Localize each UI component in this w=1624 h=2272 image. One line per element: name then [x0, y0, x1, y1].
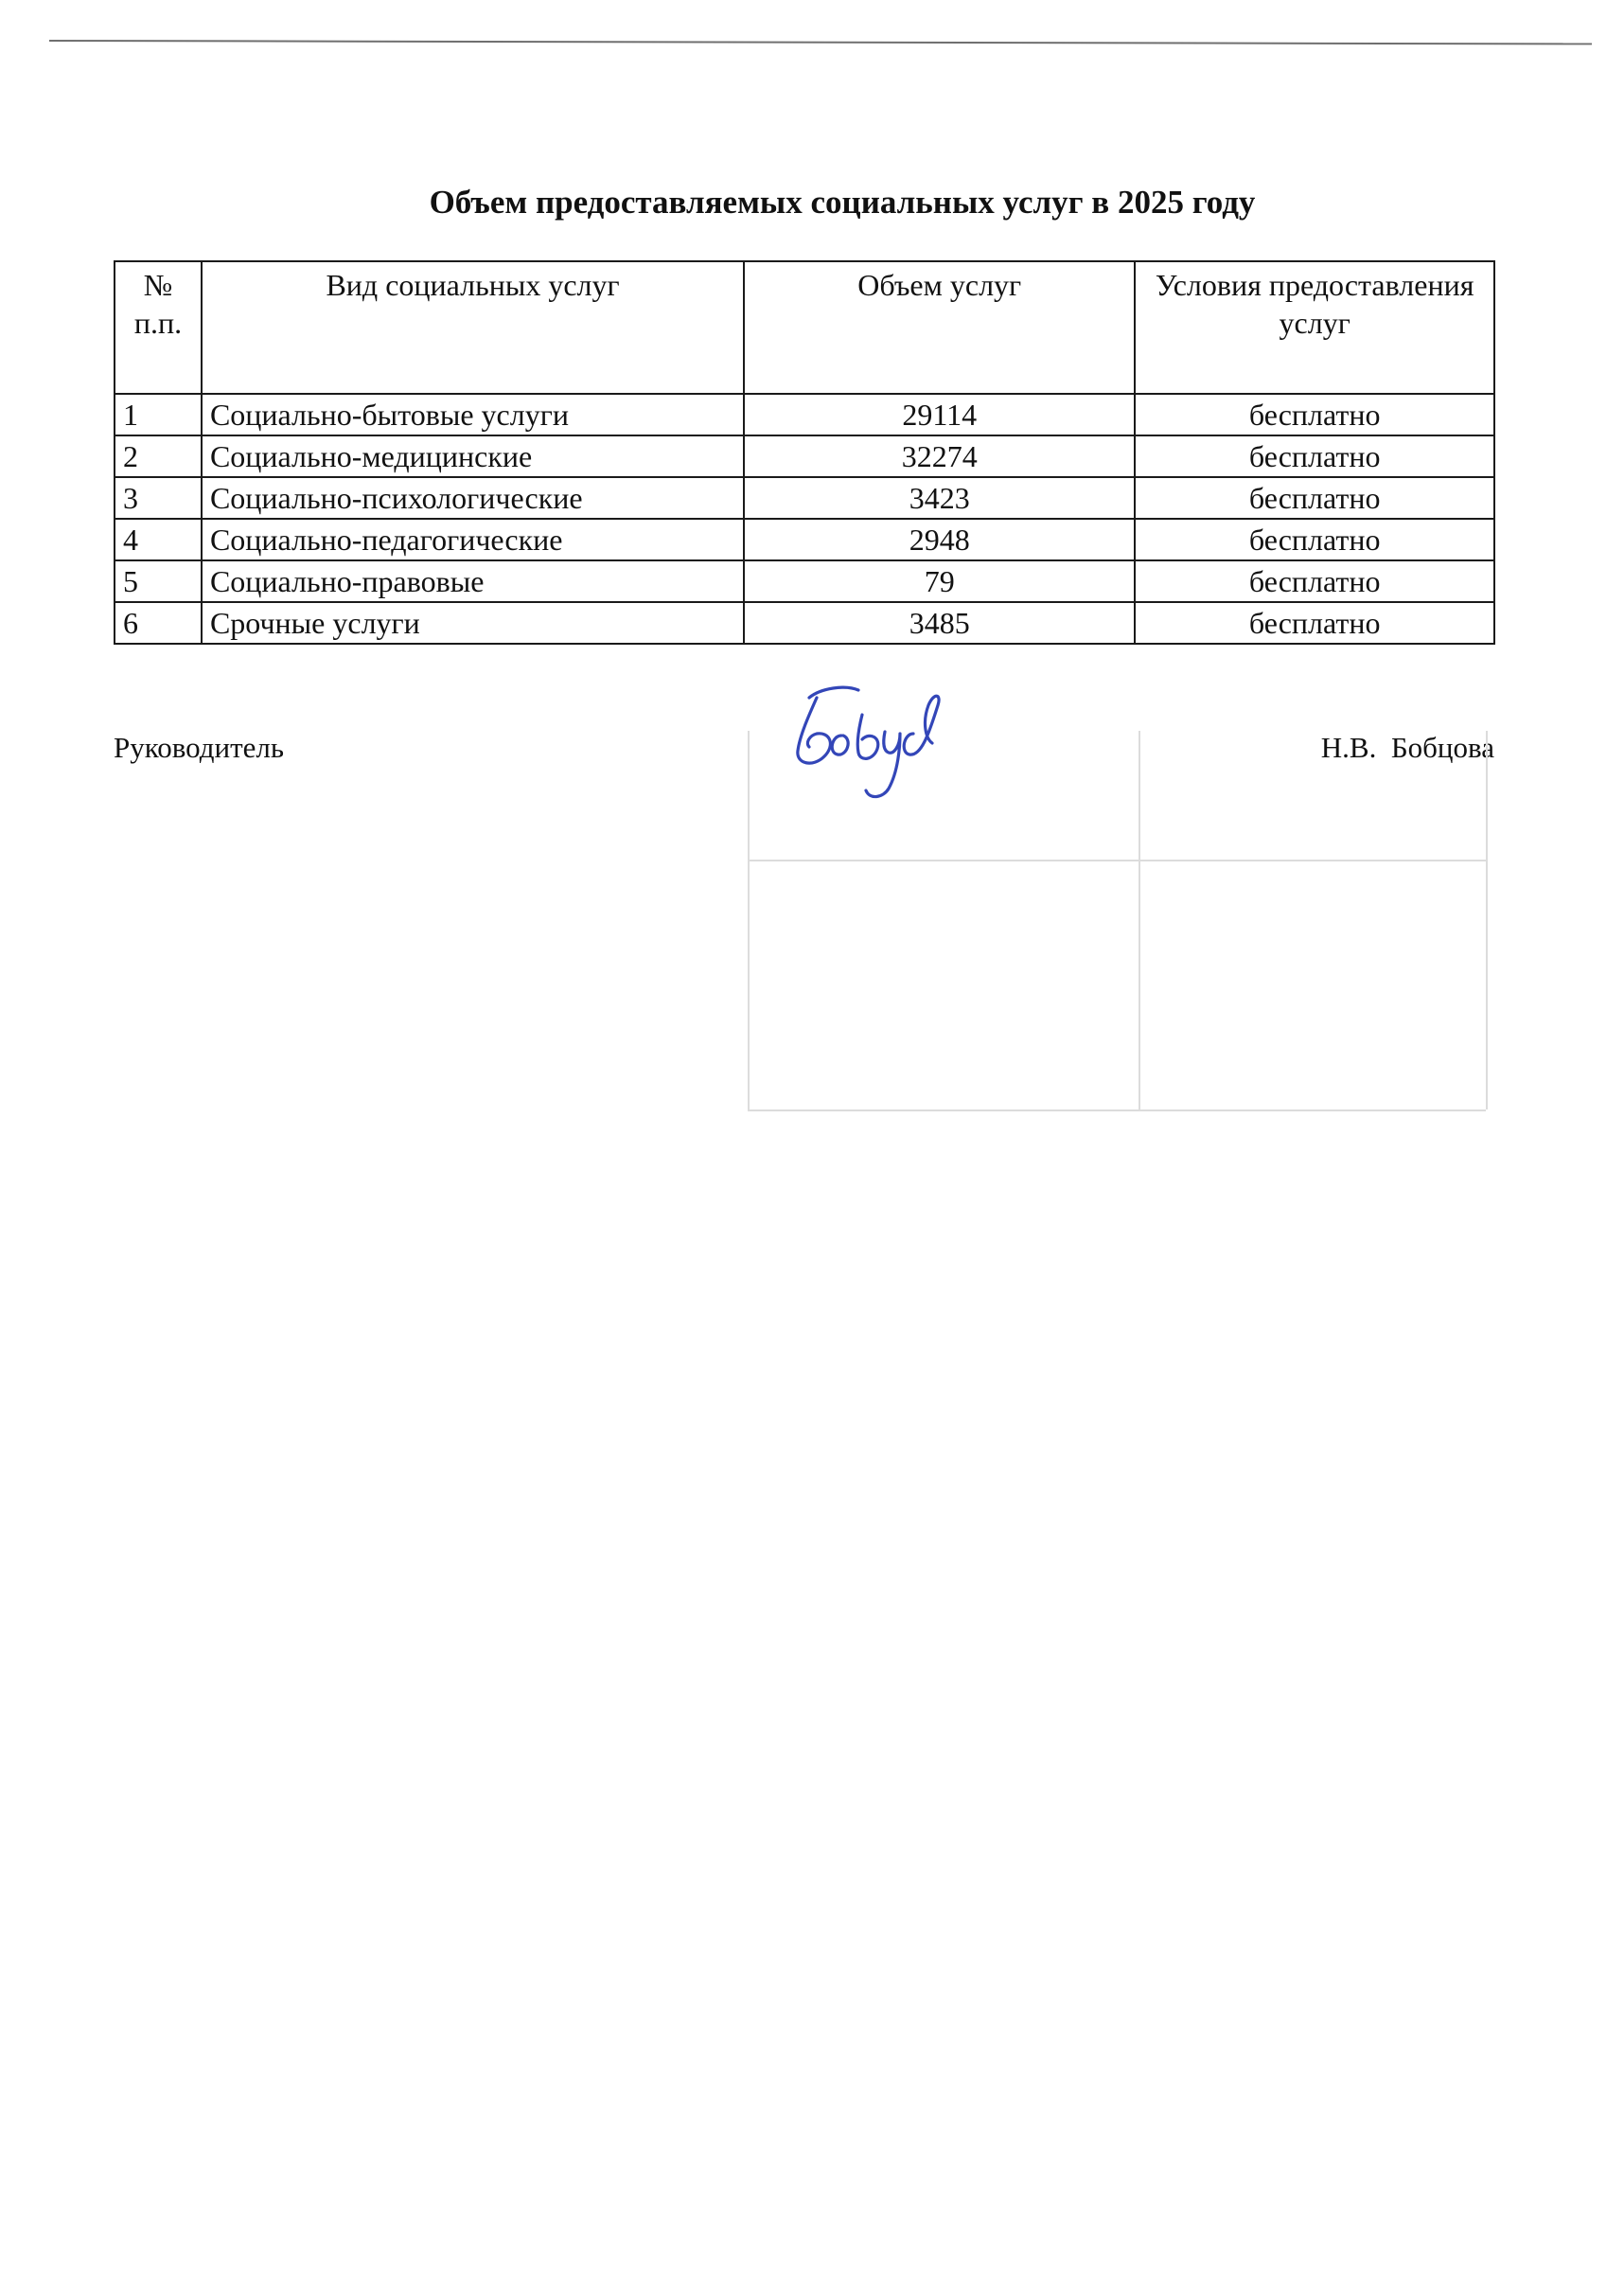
- header-kind: Вид социальных услуг: [202, 261, 744, 394]
- row-conditions: бесплатно: [1135, 394, 1494, 435]
- table-header-row: [115, 261, 1494, 394]
- row-volume: 2948: [744, 519, 1135, 560]
- row-volume: 79: [744, 560, 1135, 602]
- row-number: 5: [115, 560, 202, 602]
- row-conditions: бесплатно: [1135, 519, 1494, 560]
- row-kind: Социально-медицинские: [202, 435, 744, 477]
- show-through-artifact: [1139, 731, 1140, 1109]
- row-volume: 3423: [744, 477, 1135, 519]
- row-kind: Срочные услуги: [202, 602, 744, 644]
- row-number: 1: [115, 394, 202, 435]
- header-volume: Объем услуг: [744, 261, 1135, 394]
- row-kind: Социально-педагогические: [202, 519, 744, 560]
- show-through-artifact: [748, 860, 1486, 861]
- row-conditions: бесплатно: [1135, 560, 1494, 602]
- row-volume: 29114: [744, 394, 1135, 435]
- document-title: Объем предоставляемых социальных услуг в 2025 году: [429, 184, 1256, 221]
- row-number: 6: [115, 602, 202, 644]
- table-row: [115, 435, 1494, 477]
- show-through-artifact: [748, 1109, 1486, 1111]
- table-row: [115, 394, 1494, 435]
- header-number: № п.п.: [115, 261, 202, 394]
- row-number: 3: [115, 477, 202, 519]
- row-number: 2: [115, 435, 202, 477]
- handwritten-signature: [771, 677, 961, 809]
- row-kind: Социально-психологические: [202, 477, 744, 519]
- table-row: [115, 519, 1494, 560]
- top-rule: [49, 40, 1592, 44]
- signer-role: Руководитель: [114, 731, 285, 764]
- row-volume: 32274: [744, 435, 1135, 477]
- table-row: [115, 560, 1494, 602]
- services-table: [114, 260, 1495, 645]
- row-kind: Социально-правовые: [202, 560, 744, 602]
- row-conditions: бесплатно: [1135, 435, 1494, 477]
- show-through-artifact: [748, 731, 750, 1109]
- header-conditions: Условия предоставления услуг: [1135, 261, 1494, 394]
- signer-name: Н.В. Бобцова: [1320, 731, 1494, 764]
- row-conditions: бесплатно: [1135, 477, 1494, 519]
- table-row: [115, 477, 1494, 519]
- row-kind: Социально-бытовые услуги: [202, 394, 744, 435]
- show-through-artifact: [1486, 731, 1488, 1109]
- row-conditions: бесплатно: [1135, 602, 1494, 644]
- row-number: 4: [115, 519, 202, 560]
- row-volume: 3485: [744, 602, 1135, 644]
- table-row: [115, 602, 1494, 644]
